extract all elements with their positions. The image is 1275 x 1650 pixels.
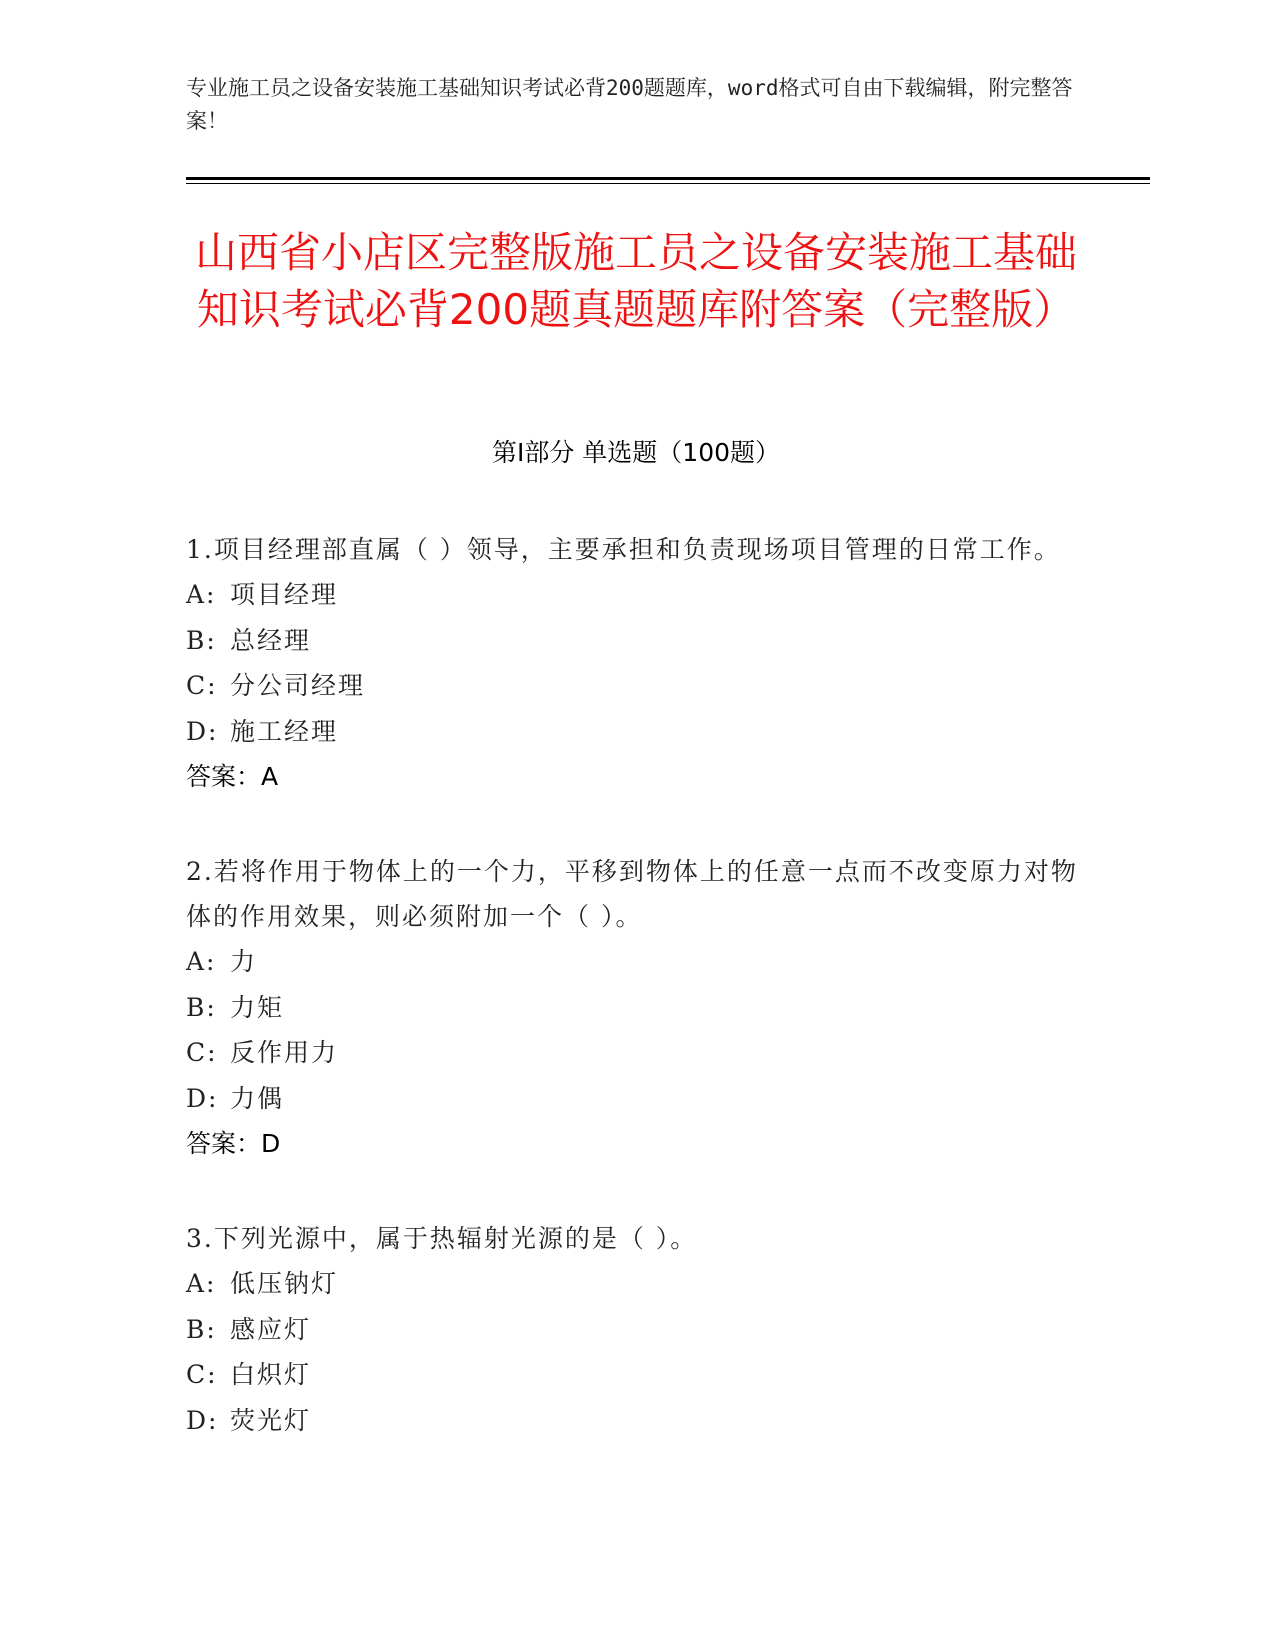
question-3 [186,1216,1086,1443]
header-divider-thin [186,183,1150,184]
option-text: 低压钠灯 [230,1269,339,1298]
option-letter: D: [186,716,219,746]
option-letter: A: [186,947,217,976]
option-d [186,1398,1086,1444]
question-stem: 2.若将作用于物体上的一个力，平移到物体上的任意一点而不改变原力对物体的作用效果，则必须附加一个（ ）。 [186,857,1078,931]
option-a [186,939,1086,985]
section-heading: 第Ⅰ部分 单选题（100题） [491,438,781,467]
option-text: 项目经理 [230,580,339,609]
option-letter: A: [186,580,217,609]
option-text: 分公司经理 [230,671,366,700]
option-letter: C: [186,1360,218,1389]
option-letter: A: [186,1269,217,1298]
option-letter: B: [186,992,217,1022]
option-text: 总经理 [230,625,312,655]
option-letter: C: [186,671,218,700]
question-stem: 3.下列光源中，属于热辐射光源的是（ ）。 [186,1224,698,1253]
question-list [186,527,1086,1493]
option-text: 荧光灯 [230,1405,312,1435]
option-d [186,1076,1086,1122]
option-text: 白炽灯 [230,1360,312,1389]
option-a [186,572,1086,618]
header-note: 专业施工员之设备安装施工基础知识考试必背200题题库，word格式可自由下载编辑，附完整答案！ [186,76,1073,133]
option-text: 感应灯 [230,1314,312,1344]
document-title: 山西省小店区完整版施工员之设备安装施工基础知识考试必背200题真题题库附答案（完整版） [194,228,1077,334]
option-text: 反作用力 [230,1038,339,1067]
option-c [186,663,1086,709]
option-b [186,985,1086,1031]
option-letter: B: [186,1314,217,1344]
question-2 [186,849,1086,1166]
option-a [186,1261,1086,1307]
question-1 [186,527,1086,799]
option-letter: B: [186,625,217,655]
option-text: 力 [230,947,258,976]
option-text: 力矩 [230,992,285,1022]
option-letter: C: [186,1038,218,1067]
option-c [186,1352,1086,1398]
question-stem: 1.项目经理部直属（ ）领导，主要承担和负责现场项目管理的日常工作。 [186,535,1061,564]
answer-line: 答案：A [186,762,279,791]
option-text: 施工经理 [230,716,339,746]
option-b [186,1307,1086,1353]
option-letter: D: [186,1083,219,1113]
option-letter: D: [186,1405,219,1435]
option-b [186,618,1086,664]
option-d [186,709,1086,755]
header-divider-thick [186,177,1150,180]
option-text: 力偶 [230,1083,285,1113]
answer-line: 答案：D [186,1129,281,1158]
option-c [186,1030,1086,1076]
